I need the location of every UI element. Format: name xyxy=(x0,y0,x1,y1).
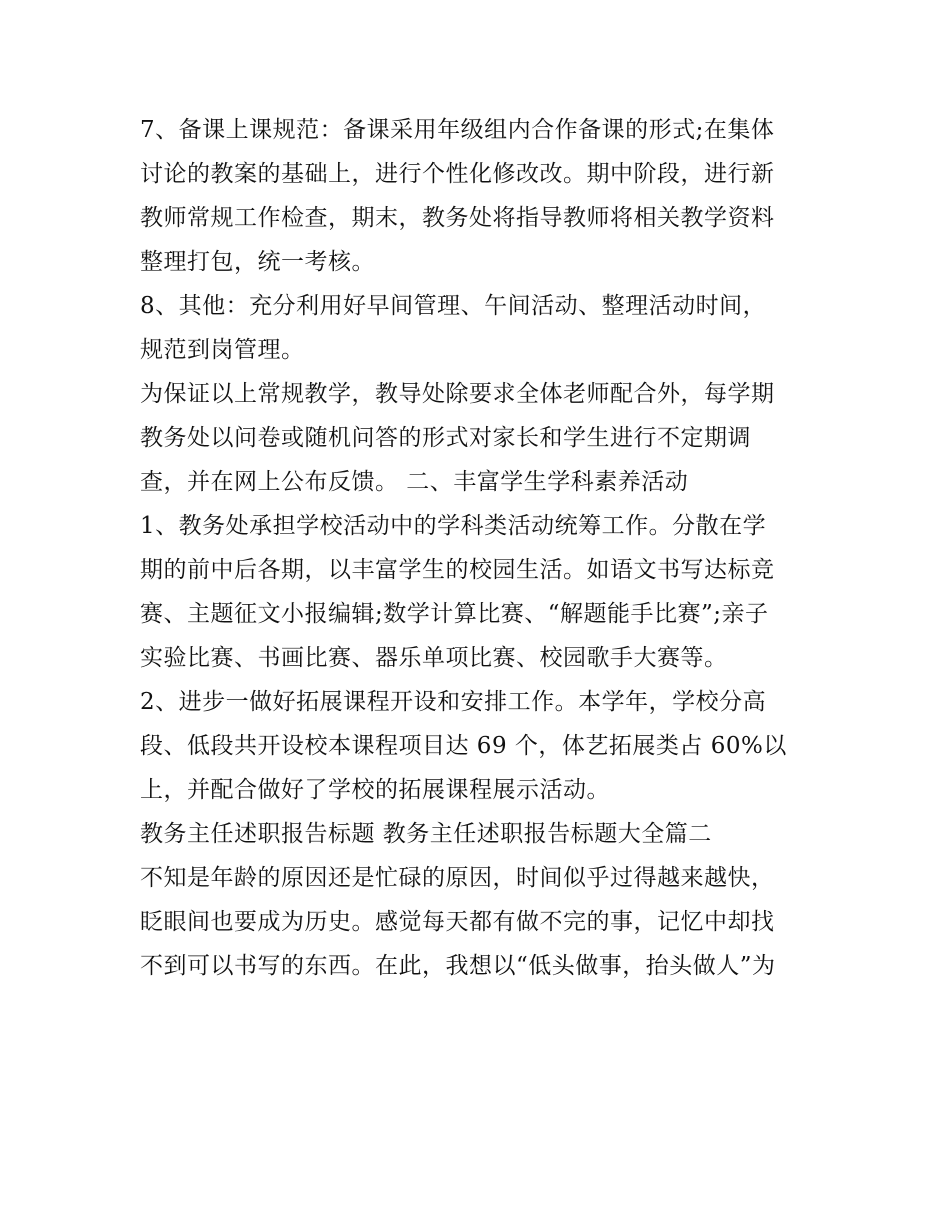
text-line: 实验比赛、书画比赛、器乐单项比赛、校园歌手大赛等。 xyxy=(140,645,728,671)
text-line: 1、教务处承担学校活动中的学科类活动统筹工作。分散在学 xyxy=(140,513,767,539)
text-line: 不到可以书写的东西。在此，我想以“低头做事，抬头做人”为 xyxy=(140,953,776,979)
text-line: 上，并配合做好了学校的拓展课程展示活动。 xyxy=(140,777,610,803)
text-line: 规范到岗管理。 xyxy=(140,337,305,363)
text-line: 讨论的教案的基础上，进行个性化修改改。期中阶段，进行新 xyxy=(140,161,775,187)
text-line: 不知是年龄的原因还是忙碌的原因，时间似乎过得越来越快， xyxy=(140,865,775,891)
text-line: 8、其他：充分利用好早间管理、午间活动、整理活动时间， xyxy=(140,293,767,319)
text-line: 查，并在网上公布反馈。 二、丰富学生学科素养活动 xyxy=(140,469,689,495)
section-heading: 教务主任述职报告标题 教务主任述职报告标题大全篇二 xyxy=(140,821,712,847)
text-line: 为保证以上常规教学，教导处除要求全体老师配合外，每学期 xyxy=(140,381,775,407)
text-line: 7、备课上课规范：备课采用年级组内合作备课的形式;在集体 xyxy=(140,117,775,143)
text-line: 赛、主题征文小报编辑;数学计算比赛、“解题能手比赛”;亲子 xyxy=(140,601,769,627)
document-body xyxy=(140,108,820,988)
text-line: 眨眼间也要成为历史。感觉每天都有做不完的事，记忆中却找 xyxy=(140,909,775,935)
text-line: 整理打包，统一考核。 xyxy=(140,249,375,275)
text-line: 段、低段共开设校本课程项目达 69 个，体艺拓展类占 60%以 xyxy=(140,733,787,759)
text-line: 教务处以问卷或随机问答的形式对家长和学生进行不定期调 xyxy=(140,425,751,451)
text-line: 2、进步一做好拓展课程开设和安排工作。本学年，学校分高 xyxy=(140,689,767,715)
text-line: 教师常规工作检查，期末，教务处将指导教师将相关教学资料 xyxy=(140,205,775,231)
text-line: 期的前中后各期，以丰富学生的校园生活。如语文书写达标竞 xyxy=(140,557,775,583)
